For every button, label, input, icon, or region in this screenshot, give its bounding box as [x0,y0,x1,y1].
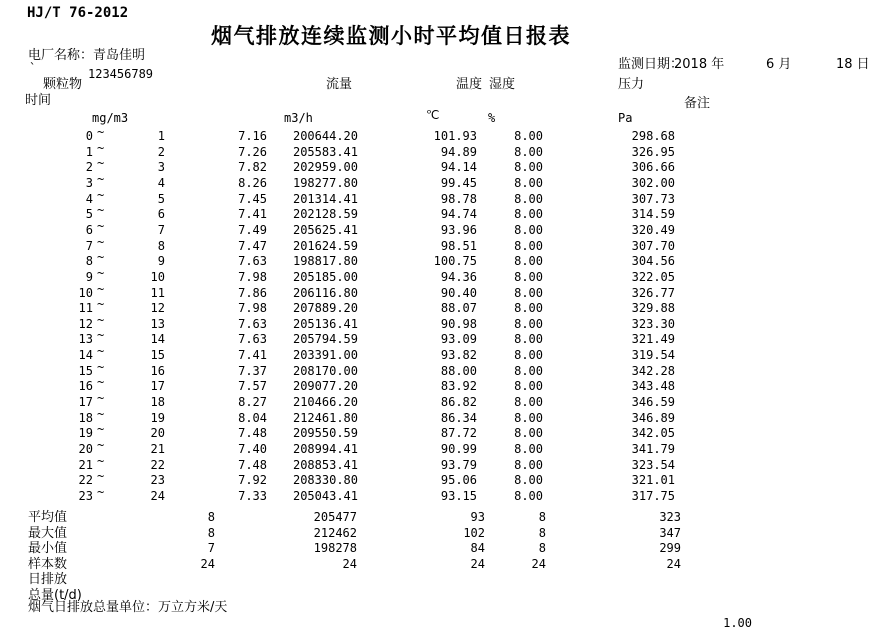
temp-cell: 86.34 [440,410,477,425]
humidity-cell: 8.00 [514,222,543,237]
summary-dust-cell: 8 [207,510,215,524]
pressure-cell: 329.88 [631,301,675,316]
temp-cell: 98.78 [440,191,477,206]
dust-cell: 7.98 [238,269,267,284]
flow-cell: 205625.41 [292,222,358,237]
dust-cell: 7.41 [238,348,267,363]
hour-start-cell: 2 [85,160,93,175]
hour-start-cell: 13 [78,332,93,347]
column-header-dust: 颗粒物 [43,77,83,92]
hour-start-cell: 21 [78,457,93,472]
flow-cell: 205583.41 [292,144,358,159]
flow-cell: 203391.00 [292,348,358,363]
tilde-separator: ~ [97,359,105,374]
hour-start-cell: 9 [85,269,93,284]
dust-cell: 7.49 [238,222,267,237]
dust-cell: 7.47 [238,238,267,253]
tilde-separator: ~ [97,344,105,359]
tilde-separator: ~ [97,203,105,218]
table-row [0,297,886,317]
dust-cell: 7.48 [238,457,267,472]
hour-start-cell: 12 [78,316,93,331]
summary-humidity-cell: 24 [531,556,546,571]
humidity-cell: 8.00 [514,238,543,253]
temp-cell: 100.75 [433,254,477,269]
summary-row [0,526,886,542]
flow-cell: 202959.00 [292,160,358,175]
flow-cell: 205136.41 [292,316,358,331]
tilde-separator: ~ [97,297,105,312]
hour-start-cell: 1 [85,144,93,159]
pressure-cell: 319.54 [631,348,675,363]
summary-label: 最小值 [28,541,68,557]
tilde-separator: ~ [97,250,105,265]
temp-cell: 93.96 [440,222,477,237]
summary-pressure-cell: 299 [659,541,681,556]
hour-end-cell: 24 [150,488,165,503]
column-header-time: 时间 [25,93,52,108]
dust-cell: 7.26 [238,144,267,159]
tilde-separator: ~ [97,328,105,343]
table-row [0,312,886,333]
hour-start-cell: 10 [78,285,93,300]
hour-end-cell: 4 [157,175,165,190]
table-row [0,156,886,176]
unit-temp: ℃ [426,108,440,122]
tilde-separator: ~ [97,265,105,280]
pressure-cell: 322.05 [631,269,675,284]
humidity-cell: 8.00 [514,285,543,300]
temp-cell: 93.15 [440,488,477,503]
tilde-separator: ~ [97,438,105,452]
humidity-cell: 8.00 [514,442,543,456]
tilde-separator: ~ [97,312,105,327]
hour-start-cell: 0 [85,129,93,143]
summary-row [0,510,886,526]
temp-cell: 87.72 [440,426,477,441]
summary-dust-cell: 8 [207,525,215,540]
tilde-separator: ~ [97,391,105,406]
plant-code: 123456789 [88,67,154,81]
summary-label: 日排放 [28,572,68,588]
pressure-cell: 342.05 [631,426,675,441]
hour-end-cell: 9 [157,254,165,269]
tilde-separator: ~ [97,484,105,499]
hour-end-cell: 11 [150,285,165,300]
hour-end-cell: 5 [157,191,165,206]
flow-cell: 209077.20 [292,379,358,394]
pressure-cell: 342.28 [631,363,675,378]
table-row [0,125,886,145]
summary-flow-cell: 24 [342,556,357,571]
dust-cell: 7.57 [238,379,267,394]
pressure-cell: 326.95 [631,144,675,159]
summary-flow-cell: 212462 [313,525,357,540]
pressure-cell: 307.70 [631,238,675,253]
standard-code: HJ/T 76-2012 [27,5,129,21]
hour-start-cell: 22 [78,473,93,488]
table-row [0,469,886,489]
unit-flow: m3/h [284,111,313,125]
report-title: 烟气排放连续监测小时平均值日报表 [211,24,571,48]
humidity-cell: 8.00 [514,363,543,378]
hour-start-cell: 16 [78,379,93,394]
summary-temp-cell: 93 [470,510,485,524]
temp-cell: 94.14 [440,160,477,175]
stray-mark: ` [29,61,37,75]
plant-name-value: 青岛佳明 [93,48,146,63]
pressure-cell: 323.54 [631,457,675,472]
dust-cell: 7.37 [238,363,267,378]
pressure-cell: 317.75 [631,488,675,503]
table-row [0,171,886,192]
humidity-cell: 8.00 [514,160,543,175]
hour-end-cell: 17 [150,379,165,394]
plant-name-label: 电厂名称： [28,48,94,63]
table-row [0,484,886,505]
dust-cell: 7.48 [238,426,267,441]
pressure-cell: 321.49 [631,332,675,347]
summary-temp-cell: 24 [470,556,485,571]
tilde-separator: ~ [97,171,105,186]
dust-cell: 7.33 [238,488,267,503]
column-header-humidity: 湿度 [489,77,516,92]
temp-cell: 86.82 [440,395,477,410]
temp-cell: 95.06 [440,473,477,488]
hour-end-cell: 3 [157,160,165,175]
tilde-separator: ~ [97,422,105,437]
hour-end-cell: 10 [150,269,165,284]
hour-start-cell: 6 [85,222,93,237]
hour-end-cell: 20 [150,426,165,441]
dust-cell: 7.63 [238,254,267,269]
hour-end-cell: 6 [157,207,165,222]
monitor-date-label: 监测日期： [618,57,684,72]
hour-end-cell: 2 [157,144,165,159]
table-row [0,265,886,286]
pressure-cell: 321.01 [631,473,675,488]
humidity-cell: 8.00 [514,191,543,206]
temp-cell: 94.74 [440,207,477,222]
summary-dust-cell: 24 [200,556,215,571]
column-header-flow: 流量 [326,77,353,92]
summary-label: 最大值 [28,525,68,541]
monitor-date-day: 18 日 [836,57,870,72]
flow-cell: 202128.59 [292,207,358,222]
table-row [0,187,886,208]
pressure-cell: 320.49 [631,222,675,237]
flow-cell: 207889.20 [292,301,358,316]
humidity-cell: 8.00 [514,269,543,284]
tilde-separator: ~ [97,125,105,139]
summary-pressure-cell: 323 [659,510,681,524]
column-header-remark: 备注 [684,96,711,111]
tilde-separator: ~ [97,140,105,155]
flow-cell: 208853.41 [292,457,358,472]
hour-end-cell: 15 [150,348,165,363]
summary-pressure-cell: 24 [666,556,681,571]
dust-cell: 7.98 [238,301,267,316]
humidity-cell: 8.00 [514,473,543,488]
hour-end-cell: 22 [150,457,165,472]
pressure-cell: 323.30 [631,316,675,331]
temp-cell: 94.36 [440,269,477,284]
humidity-cell: 8.00 [514,488,543,503]
temp-cell: 90.98 [440,316,477,331]
hour-start-cell: 14 [78,348,93,363]
temp-cell: 83.92 [440,379,477,394]
flow-cell: 198817.80 [292,254,358,269]
dust-cell: 8.04 [238,410,267,425]
humidity-cell: 8.00 [514,457,543,472]
table-row [0,375,886,395]
dust-cell: 7.63 [238,316,267,331]
summary-humidity-cell: 8 [538,510,546,524]
flow-cell: 206116.80 [292,285,358,300]
humidity-cell: 8.00 [514,254,543,269]
dust-cell: 7.41 [238,207,267,222]
dust-cell: 7.82 [238,160,267,175]
temp-cell: 90.99 [440,442,477,456]
hour-start-cell: 11 [78,301,93,316]
flow-cell: 208170.00 [292,363,358,378]
humidity-cell: 8.00 [514,301,543,316]
table-row [0,218,886,239]
flow-cell: 200644.20 [292,129,358,143]
dust-cell: 7.45 [238,191,267,206]
hour-end-cell: 13 [150,316,165,331]
flow-cell: 208994.41 [292,442,358,456]
temp-cell: 101.93 [433,129,477,143]
emission-unit-note: 烟气日排放总量单位：万立方米/天 [28,600,228,615]
humidity-cell: 8.00 [514,379,543,394]
dust-cell: 7.16 [238,129,267,143]
table-row [0,281,886,302]
summary-label: 平均值 [28,510,68,525]
hour-start-cell: 19 [78,426,93,441]
monitor-date-year: 2018 年 [674,57,725,72]
table-row [0,234,886,255]
hour-end-cell: 12 [150,301,165,316]
hour-start-cell: 23 [78,488,93,503]
pressure-cell: 306.66 [631,160,675,175]
hour-start-cell: 4 [85,191,93,206]
flow-cell: 209550.59 [292,426,358,441]
hour-start-cell: 15 [78,363,93,378]
temp-cell: 88.00 [440,363,477,378]
summary-label: 总量(t/d) [28,588,82,603]
humidity-cell: 8.00 [514,129,543,143]
summary-dust-cell: 7 [207,541,215,556]
temp-cell: 88.07 [440,301,477,316]
humidity-cell: 8.00 [514,207,543,222]
table-row [0,140,886,161]
hour-end-cell: 23 [150,473,165,488]
flow-cell: 198277.80 [292,175,358,190]
hour-end-cell: 1 [157,129,165,143]
flow-cell: 212461.80 [292,410,358,425]
hour-end-cell: 21 [150,442,165,456]
flow-cell: 201624.59 [292,238,358,253]
tilde-separator: ~ [97,406,105,421]
pressure-cell: 314.59 [631,207,675,222]
pressure-cell: 341.79 [631,442,675,456]
hour-start-cell: 7 [85,238,93,253]
pressure-cell: 302.00 [631,175,675,190]
temp-cell: 93.82 [440,348,477,363]
hour-start-cell: 18 [78,410,93,425]
humidity-cell: 8.00 [514,332,543,347]
humidity-cell: 8.00 [514,144,543,159]
pressure-cell: 298.68 [631,129,675,143]
hour-start-cell: 17 [78,395,93,410]
pressure-cell: 346.59 [631,395,675,410]
column-header-temp: 温度 [456,77,483,92]
tilde-separator: ~ [97,156,105,171]
tilde-separator: ~ [97,234,105,249]
table-row [0,328,886,348]
table-row [0,344,886,364]
table-row [0,391,886,411]
pressure-cell: 304.56 [631,254,675,269]
tilde-separator: ~ [97,469,105,484]
dust-cell: 7.92 [238,473,267,488]
table-row [0,438,886,458]
humidity-cell: 8.00 [514,410,543,425]
pressure-cell: 346.89 [631,410,675,425]
summary-row [0,572,886,588]
tilde-separator: ~ [97,453,105,468]
hour-end-cell: 7 [157,222,165,237]
hour-start-cell: 8 [85,254,93,269]
table-row [0,203,886,223]
humidity-cell: 8.00 [514,395,543,410]
temp-cell: 93.09 [440,332,477,347]
hour-end-cell: 8 [157,238,165,253]
table-row [0,422,886,442]
humidity-cell: 8.00 [514,426,543,441]
flow-cell: 210466.20 [292,395,358,410]
monitor-date-month: 6 月 [766,57,792,72]
summary-humidity-cell: 8 [538,525,546,540]
temp-cell: 98.51 [440,238,477,253]
hour-end-cell: 18 [150,395,165,410]
summary-temp-cell: 84 [470,541,485,556]
dust-cell: 8.27 [238,395,267,410]
hour-end-cell: 14 [150,332,165,347]
tilde-separator: ~ [97,281,105,296]
summary-flow-cell: 205477 [313,510,357,524]
dust-cell: 8.26 [238,175,267,190]
summary-temp-cell: 102 [463,525,485,540]
daily-total-value: 1.00 [723,616,752,630]
summary-row [0,557,886,573]
table-row [0,406,886,427]
summary-label: 样本数 [28,556,68,572]
unit-pressure: Pa [618,111,633,125]
hour-start-cell: 5 [85,207,93,222]
summary-humidity-cell: 8 [538,541,546,556]
flow-cell: 205794.59 [292,332,358,347]
summary-flow-cell: 198278 [313,541,357,556]
flow-cell: 205043.41 [292,488,358,503]
table-row [0,453,886,474]
humidity-cell: 8.00 [514,175,543,190]
hour-start-cell: 20 [78,442,93,456]
hour-end-cell: 16 [150,363,165,378]
temp-cell: 99.45 [440,175,477,190]
dust-cell: 7.86 [238,285,267,300]
unit-dust: mg/m3 [92,111,129,125]
table-row [0,359,886,380]
tilde-separator: ~ [97,218,105,233]
humidity-cell: 8.00 [514,316,543,331]
temp-cell: 94.89 [440,144,477,159]
dust-cell: 7.63 [238,332,267,347]
flow-cell: 205185.00 [292,269,358,284]
flow-cell: 208330.80 [292,473,358,488]
column-header-pressure: 压力 [618,77,645,92]
tilde-separator: ~ [97,375,105,390]
tilde-separator: ~ [97,187,105,202]
hour-end-cell: 19 [150,410,165,425]
table-row [0,250,886,270]
summary-row [0,541,886,557]
hour-start-cell: 3 [85,175,93,190]
pressure-cell: 326.77 [631,285,675,300]
pressure-cell: 307.73 [631,191,675,206]
summary-pressure-cell: 347 [659,525,681,540]
unit-humidity: % [488,111,496,125]
pressure-cell: 343.48 [631,379,675,394]
temp-cell: 90.40 [440,285,477,300]
flow-cell: 201314.41 [292,191,358,206]
humidity-cell: 8.00 [514,348,543,363]
dust-cell: 7.40 [238,442,267,456]
temp-cell: 93.79 [440,457,477,472]
